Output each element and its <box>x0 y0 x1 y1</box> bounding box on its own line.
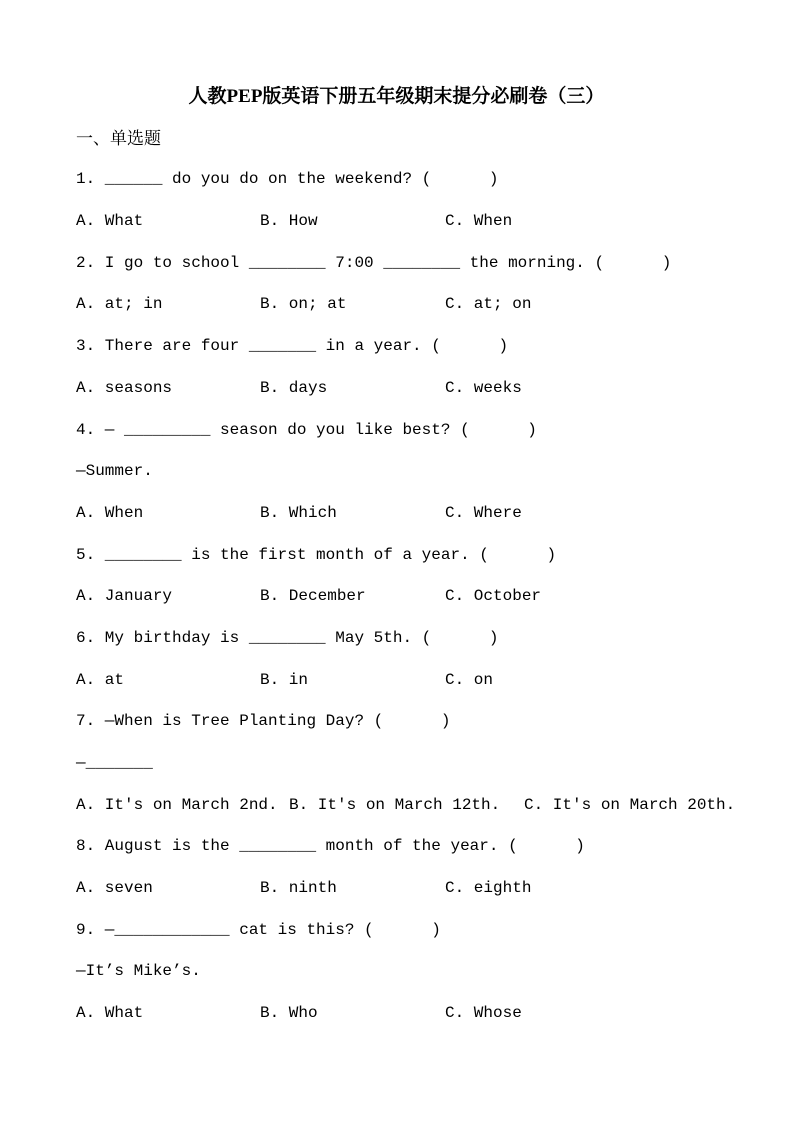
question-7-options <box>0 785 793 827</box>
question-6-option-a: A. at <box>76 670 125 689</box>
question-8-text: 8. August is the ________ month of the year. ( ) <box>76 837 585 856</box>
question-8-options <box>0 868 793 910</box>
question-2-option-a: A. at; in <box>76 295 163 314</box>
question-5-option-b: B. December <box>260 587 366 606</box>
question-7-text: 7. —When is Tree Planting Day? ( ) <box>76 712 451 731</box>
question-4-option-c: C. Where <box>445 503 522 522</box>
question-4-text: 4. — _________ season do you like best? ( ) <box>76 420 537 439</box>
question-9-options <box>0 993 793 1035</box>
question-1-option-c: C. When <box>445 212 513 231</box>
question-2-text: 2. I go to school ________ 7:00 ________ the morning. ( ) <box>76 253 672 272</box>
question-4-option-a: A. When <box>76 503 144 522</box>
question-2-option-b: B. on; at <box>260 295 347 314</box>
question-3-option-a: A. seasons <box>76 378 173 397</box>
question-1-option-a: A. What <box>76 212 144 231</box>
question-6-option-c: C. on <box>445 670 494 689</box>
question-7-option-b: B. It's on March 12th. <box>289 795 501 814</box>
question-9-answer-line: —It’s Mike’s. <box>76 962 201 981</box>
question-9-text: 9. —____________ cat is this? ( ) <box>76 920 441 939</box>
question-4-option-b: B. Which <box>260 503 337 522</box>
question-8-option-b: B. ninth <box>260 879 337 898</box>
question-7-option-a: A. It's on March 2nd. <box>76 795 278 814</box>
question-8-option-a: A. seven <box>76 879 153 898</box>
question-1-options <box>0 201 793 243</box>
question-5-text: 5. ________ is the first month of a year. ( ) <box>76 545 557 564</box>
question-6-option-b: B. in <box>260 670 309 689</box>
question-7-option-c: C. It's on March 20th. <box>524 795 736 814</box>
question-9-option-c: C. Whose <box>445 1004 522 1023</box>
page-title: 人教PEP版英语下册五年级期末提分必刷卷（三） <box>188 86 605 107</box>
question-9-option-a: A. What <box>76 1004 144 1023</box>
question-2-option-c: C. at; on <box>445 295 532 314</box>
question-8-option-c: C. eighth <box>445 879 532 898</box>
question-5-option-c: C. October <box>445 587 542 606</box>
question-2-options <box>0 284 793 326</box>
question-1-text: 1. ______ do you do on the weekend? ( ) <box>76 170 499 189</box>
question-5-option-a: A. January <box>76 587 173 606</box>
question-7-answer-line: —_______ <box>76 754 153 772</box>
question-4-options <box>0 493 793 535</box>
section-header: 一、单选题 <box>76 128 161 148</box>
question-4-answer-line: —Summer. <box>76 462 153 481</box>
question-3-option-c: C. weeks <box>445 378 522 397</box>
question-3-text: 3. There are four _______ in a year. ( ) <box>76 337 509 356</box>
question-6-text: 6. My birthday is ________ May 5th. ( ) <box>76 628 499 647</box>
question-9-option-b: B. Who <box>260 1004 318 1023</box>
question-5-options <box>0 576 793 618</box>
question-1-option-b: B. How <box>260 212 318 231</box>
question-6-options <box>0 660 793 702</box>
question-3-options <box>0 368 793 410</box>
question-3-option-b: B. days <box>260 378 328 397</box>
